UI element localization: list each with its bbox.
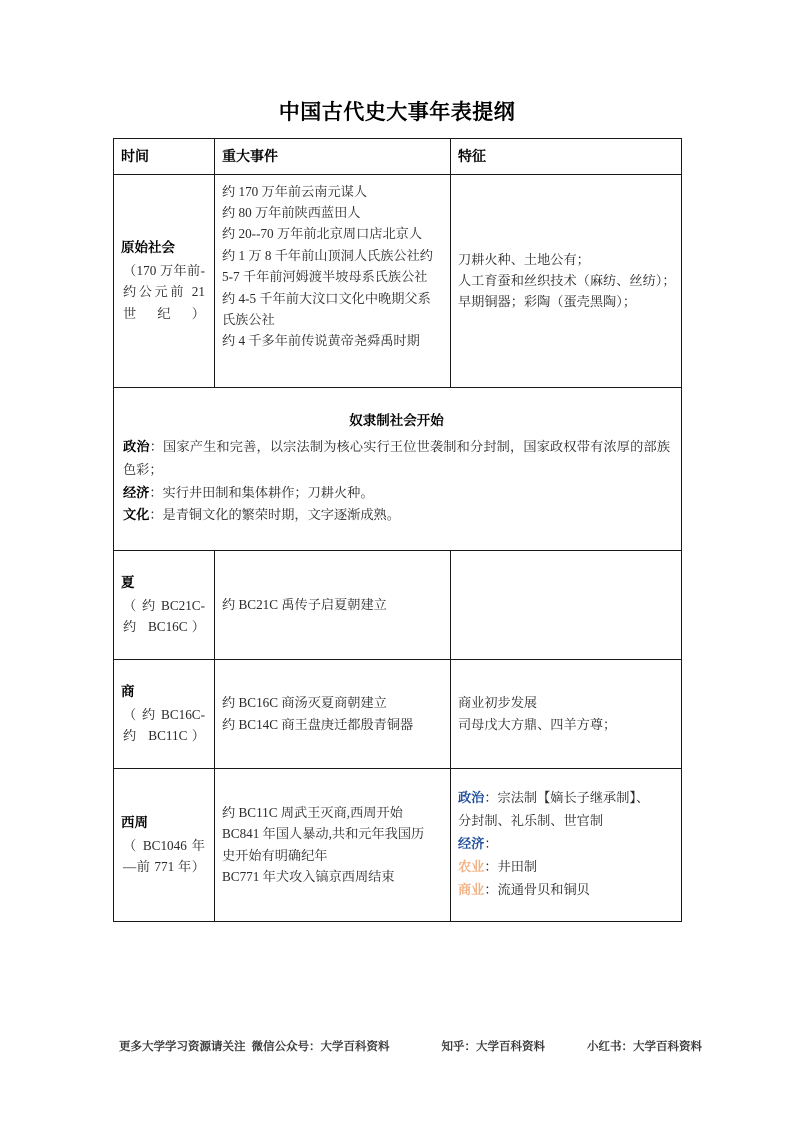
event-line: 约 BC21C 禹传子启夏朝建立 — [222, 596, 387, 612]
label-culture: 文化 — [123, 507, 150, 523]
events-cell-primitive-society — [215, 174, 451, 387]
features-cell-western-zhou — [451, 768, 682, 921]
label-agriculture: 农业 — [458, 859, 485, 875]
era-name: 商 — [121, 683, 135, 699]
economy-text: ：实行井田制和集体耕作；刀耕火种。 — [149, 484, 374, 500]
column-header-time: 时间 — [114, 139, 215, 175]
slave-society-paragraph-culture — [123, 504, 670, 527]
feature-line-economy — [458, 833, 674, 856]
features-cell-primitive-society — [451, 174, 682, 387]
label-economy: 经济 — [458, 836, 485, 852]
era-name: 原始社会 — [121, 240, 175, 256]
feature-line-commerce — [458, 879, 674, 902]
era-range: （ BC1046 年—前 771 年） — [123, 837, 205, 875]
table-row — [114, 174, 682, 387]
label-commerce: 商业 — [458, 882, 485, 898]
table-row — [114, 550, 682, 659]
events-cell-xia — [215, 550, 451, 659]
footer-intro: 更多大学学习资源请关注 — [119, 1041, 246, 1053]
event-line: 史开始有明确纪年 — [222, 847, 328, 863]
event-line: 约 BC16C 商汤灭夏商朝建立 — [222, 695, 387, 711]
event-line: 约 BC14C 商王盘庚迁都殷青铜器 — [222, 716, 414, 732]
politics-text: ：宗法制【嫡长子继承制】、 — [484, 790, 650, 806]
culture-text: ：是青铜文化的繁荣时期，文字逐渐成熟。 — [149, 507, 400, 523]
event-line: 5-7 千年前河姆渡半坡母系氏族公社 — [222, 269, 428, 285]
politics-text: ：国家产生和完善，以宗法制为核心实行王位世袭制和分封制，国家政权带有浓厚的部族色彩； — [123, 439, 671, 477]
page-footer — [119, 1038, 702, 1054]
feature-line: 早期铜器；彩陶（蛋壳黑陶）； — [458, 294, 637, 310]
economy-text: ： — [484, 836, 498, 852]
commerce-text: ：流通骨贝和铜贝 — [484, 882, 590, 898]
era-range: （ 约 BC16C-约 BC11C） — [123, 706, 205, 744]
agriculture-text: ：井田制 — [484, 859, 538, 875]
feature-line: 商业初步发展 — [458, 695, 538, 711]
event-line: 约 80 万年前陕西蓝田人 — [222, 205, 361, 221]
footer-xiaohongshu-label: 小红书： — [587, 1041, 633, 1053]
event-line: BC771 年犬攻入镐京西周结束 — [222, 869, 395, 885]
event-line: BC841 年国人暴动,共和元年我国历 — [222, 826, 425, 842]
event-line: 约 BC11C 周武王灭商,西周开始 — [222, 804, 403, 820]
footer-xiaohongshu-value: 大学百科资料 — [633, 1041, 702, 1053]
era-name: 西周 — [121, 814, 148, 830]
footer-zhihu-value: 大学百科资料 — [476, 1041, 545, 1053]
label-politics: 政治 — [458, 790, 485, 806]
feature-line-agriculture — [458, 856, 674, 879]
table-header-row — [114, 139, 682, 175]
footer-wechat-label: 微信公众号： — [251, 1041, 321, 1053]
label-economy: 经济 — [123, 484, 150, 500]
table-row — [114, 659, 682, 768]
event-line: 约 20--70 万年前北京周口店北京人 — [222, 226, 423, 242]
slave-society-paragraph-economy — [123, 482, 670, 505]
column-header-feature: 特征 — [451, 139, 682, 175]
event-line: 约 170 万年前云南元谋人 — [222, 183, 368, 199]
features-cell-shang — [451, 659, 682, 768]
features-cell-xia — [451, 550, 682, 659]
era-range: （ 约 BC21C-约 BC16C） — [123, 597, 205, 635]
chronology-table — [113, 138, 682, 922]
table-row — [114, 768, 682, 921]
table-row — [114, 387, 682, 550]
events-cell-western-zhou — [215, 768, 451, 921]
era-cell-xia — [114, 550, 215, 659]
era-cell-primitive-society — [114, 174, 215, 387]
event-line: 约 4 千多年前传说黄帝尧舜禹时期 — [222, 333, 420, 349]
slave-society-paragraph-politics — [123, 436, 670, 481]
era-name: 夏 — [121, 574, 135, 590]
events-cell-shang — [215, 659, 451, 768]
era-cell-western-zhou — [114, 768, 215, 921]
slave-society-merged-cell — [114, 387, 682, 550]
feature-line: 司母戊大方鼎、四羊方尊； — [458, 716, 617, 732]
era-cell-shang — [114, 659, 215, 768]
slave-society-heading: 奴隶制社会开始 — [349, 413, 444, 429]
footer-wechat-value: 大学百科资料 — [320, 1041, 390, 1053]
footer-zhihu-label: 知乎： — [441, 1041, 476, 1053]
feature-line: 人工育蚕和丝织技术（麻纺、丝纺）； — [458, 272, 676, 288]
event-line: 约 1 万 8 千年前山顶洞人氏族公社约 — [222, 247, 433, 263]
column-header-events: 重大事件 — [215, 139, 451, 175]
label-politics: 政治 — [123, 439, 150, 455]
event-line: 约 4-5 千年前大汶口文化中晚期父系 — [222, 290, 431, 306]
page-title: 中国古代史大事年表提纲 — [278, 101, 516, 124]
feature-line-politics-cont: 分封制、礼乐制、世官制 — [458, 813, 604, 829]
feature-line-politics — [458, 787, 674, 810]
feature-line: 刀耕火种、土地公有； — [458, 251, 590, 267]
era-range: （170 万年前-约公元前 21 世纪） — [123, 263, 205, 321]
event-line: 氏族公社 — [222, 311, 275, 327]
